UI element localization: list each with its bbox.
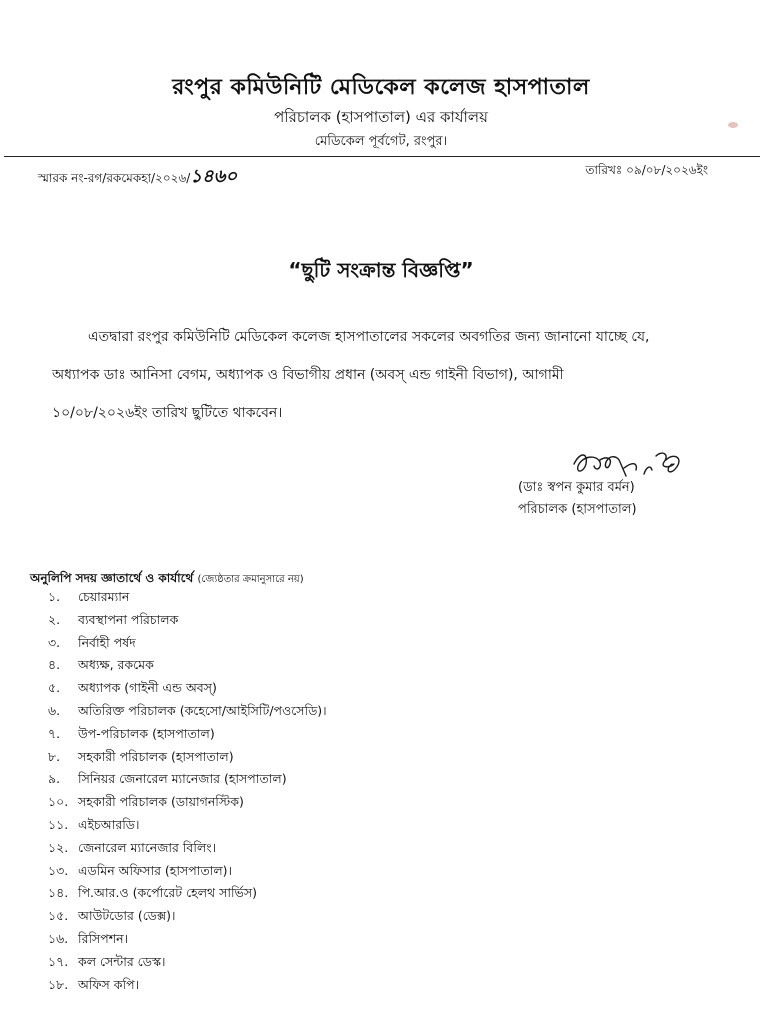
list-item-number: ৩. (48, 634, 61, 650)
list-item-number: ১৪. (48, 885, 69, 901)
ink-speck (728, 122, 738, 128)
list-item-number: ১০. (48, 794, 69, 810)
memo-number (38, 162, 237, 193)
list-item (48, 586, 327, 609)
list-item (48, 814, 327, 837)
list-item-text: চেয়ারম্যান (78, 589, 130, 604)
organization-name: রংপুর কমিউনিটি মেডিকেল কলেজ হাসপাতাল (172, 75, 590, 100)
list-item-text: উপ-পরিচালক (হাসপাতাল) (78, 725, 215, 741)
list-item-number: ৯. (48, 771, 61, 787)
list-item-text: কল সেন্টার ডেস্ক। (78, 953, 166, 969)
list-item-text: ব্যবস্থাপনা পরিচালক (78, 611, 179, 627)
list-item (48, 746, 327, 769)
list-item (48, 791, 327, 814)
list-item-number: ২. (48, 611, 61, 627)
notice-body-line-1: এতদ্বারা রংপুর কমিউনিটি মেডিকেল কলেজ হাসপাতালের সকলের অবগতির জন্য জানানো যাচ্ছে যে, (88, 329, 650, 345)
list-item-text: নির্বাহী পর্ষদ (78, 634, 136, 650)
list-item (48, 768, 327, 791)
list-item-number: ৭. (48, 725, 61, 741)
copy-heading-text: অনুলিপি সদয় জ্ঞাতার্থে ও কার্যার্থে (30, 571, 194, 585)
list-item (48, 700, 327, 723)
list-item-text: অফিস কপি। (78, 976, 140, 992)
signatory-title: পরিচালক (হাসপাতাল) (518, 502, 637, 517)
memo-date: তারিখঃ ০৯/০৮/২০২৬ইং (585, 163, 708, 177)
list-item-number: ৪. (48, 657, 61, 673)
list-item-number: ৮. (48, 748, 61, 764)
list-item-text: এইচআরডি। (78, 816, 140, 832)
office-address: মেডিকেল পূর্বগেট, রংপুর। (314, 134, 448, 149)
list-item-number: ১৭. (48, 953, 69, 969)
list-item-text: অধ্যাপক (গাইনী এন্ড অবস্) (78, 680, 217, 696)
list-item (48, 860, 327, 883)
memo-prefix: স্মারক নং-রগ/রকমেকহা/২০২৬/ (38, 171, 191, 185)
list-item (48, 837, 327, 860)
list-item-text: সহকারী পরিচালক (ডায়াগনস্টিক) (78, 794, 244, 810)
notice-body-line-2: অধ্যাপক ডাঃ আনিসা বেগম, অধ্যাপক ও বিভাগীয় প্রধান (অবস্ এন্ড গাইনী বিভাগ), আগামী (52, 367, 564, 383)
list-item-number: ১২. (48, 839, 69, 855)
list-item-text: সিনিয়র জেনারেল ম্যানেজার (হাসপাতাল) (78, 771, 287, 787)
list-item-number: ১. (48, 589, 61, 604)
header-divider (4, 156, 760, 157)
list-item-text: এডমিন অফিসার (হাসপাতাল)। (78, 862, 233, 878)
list-item (48, 951, 327, 974)
list-item (48, 974, 327, 997)
list-item (48, 632, 327, 655)
list-item (48, 677, 327, 700)
list-item (48, 882, 327, 905)
list-item-number: ১৬. (48, 930, 69, 946)
list-item (48, 609, 327, 632)
list-item-text: পি.আর.ও (কর্পোরেট হেলথ সার্ভিস) (78, 885, 258, 901)
copy-heading-note: (জ্যেষ্ঠতার ক্রমানুসারে নয়) (197, 574, 304, 585)
list-item-text: অতিরিক্ত পরিচালক (কহেসো/আইসিটি/পওসেডি)। (78, 702, 327, 718)
list-item-number: ৫. (48, 680, 61, 696)
memo-handwritten-number: ১৪৬০ (190, 166, 238, 187)
list-item-text: আউটডোর (ডেক্স)। (78, 908, 176, 924)
list-item-number: ১৩. (48, 862, 69, 878)
list-item-number: ৬. (48, 702, 61, 718)
office-name: পরিচালক (হাসপাতাল) এর কার্যালয় (274, 108, 488, 126)
list-item-text: সহকারী পরিচালক (হাসপাতাল) (78, 748, 234, 764)
list-item-number: ১৮. (48, 976, 69, 992)
list-item-number: ১৫. (48, 908, 69, 924)
signatory-name: (ডাঃ স্বপন কুমার বর্মন) (518, 480, 635, 495)
copy-distribution-list (48, 586, 327, 996)
list-item (48, 928, 327, 951)
list-item-text: অধ্যক্ষ, রকমেক (78, 657, 154, 673)
list-item-text: রিসিপশন। (78, 930, 129, 946)
list-item-number: ১১. (48, 816, 69, 832)
list-item (48, 905, 327, 928)
notice-title: “ছুটি সংক্রান্ত বিজ্ঞপ্তি” (288, 258, 474, 282)
notice-body-line-3: ১০/০৮/২০২৬ইং তারিখ ছুটিতে থাকবেন। (52, 405, 283, 421)
list-item-text: জেনারেল ম্যানেজার বিলিং। (78, 839, 217, 855)
list-item (48, 654, 327, 677)
list-item (48, 723, 327, 746)
